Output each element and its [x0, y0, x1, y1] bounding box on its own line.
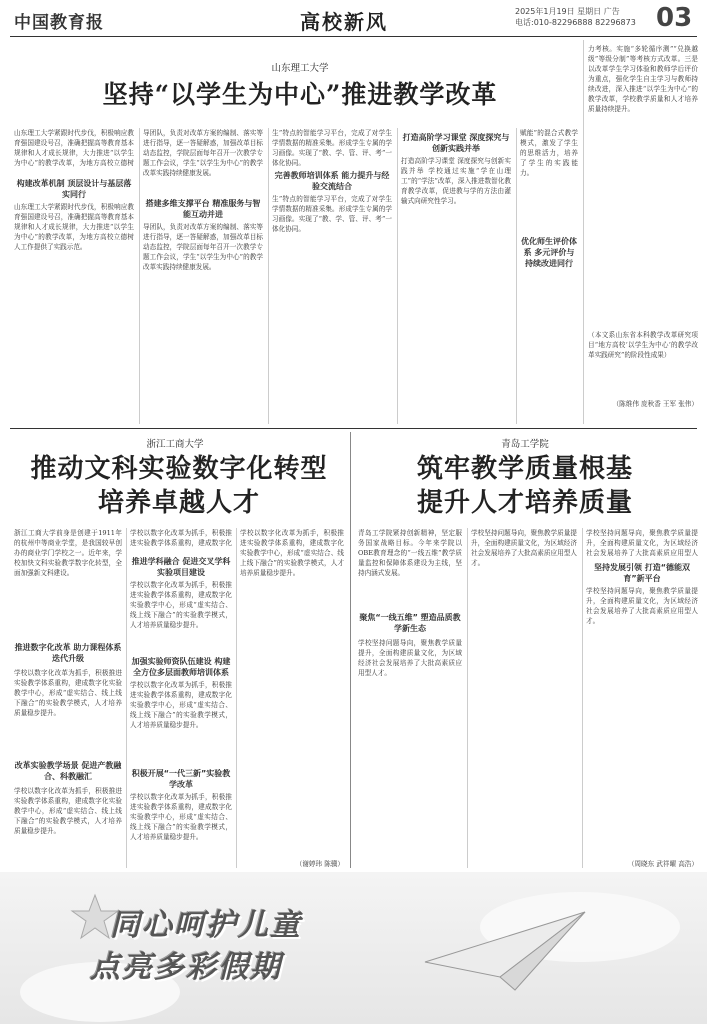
phone-line: 电话:010-82296888 82296873: [515, 18, 636, 27]
left-article-title-line1: 推动文科实验数字化转型: [30, 454, 328, 484]
banner-slogan-line1: 同心呵护儿童: [110, 908, 302, 943]
article-divider: [350, 432, 351, 868]
top-subhead-4: 打造高阶学习课堂 深度探究与创新实践并举: [402, 133, 510, 153]
top-article-right-col: 力考核。实施“多轮循序测”“兑换越级”等级分制”等考核方式改革。三是以改革学生学习体验和教师学后评价为重点，强化学生自主学习与教师持续改进，深入推进“以学生为中心”的教学改革，学校教学质量和人才培养质量持续提升。: [588, 45, 698, 113]
left-subhead-4: 加强实验师资队伍建设 构建全方位多层面教师培训体系: [131, 657, 231, 677]
left-article-body: 学校以数字化改革为抓手，积极推进实验教学体系重构，建成数字化实验教学中心，形成“虚实结合、线上线下融合”的实验教学模式，人才培养质量稳步提升。: [130, 793, 232, 841]
left-subhead-5: 积极开展“一代三新”实验教学改革: [131, 769, 231, 789]
left-article-body: 学校以数字化改革为抓手，积极推进实验教学体系重构，建成数字化: [130, 529, 232, 547]
newspaper-logo: 中国教育报: [14, 13, 104, 33]
left-article-body: 学校以数字化改革为抓手，积极推进实验教学体系重构，建成数字化实验教学中心，形成“虚实结合、线上线下融合”的实验教学模式，人才培养质量稳步提升。: [14, 669, 122, 717]
top-article-col4-body: 打造高阶学习课堂 深度探究与创新实践并举 学校通过实施“学在山理工”的“学法”改革，深入推进数智化教育教学改革，促进教与学的方法由灌输式向研究性学习。: [401, 157, 511, 205]
top-subhead-1: 构建改革机制 顶层设计与基层落实同行: [16, 179, 132, 199]
left-article-byline: （谢婷玮 陈骥）: [295, 860, 344, 868]
issue-date: 2025年1月19日 星期日 广告: [515, 7, 620, 16]
left-subhead-1: 推进数字化改革 助力课程体系迭代升级: [14, 643, 122, 663]
right-subhead-1: 聚焦“一线五维” 塑造品质教学新生态: [359, 613, 461, 633]
masthead: [0, 0, 707, 36]
column-rule: [397, 128, 398, 424]
top-article-col3-body: 生”特点的智能学习平台，完成了对学生学情数据的精准采集。形成学生专属的学习画像。实现了“教、学、管、评、考”一体化协同。: [272, 195, 392, 233]
top-subhead-3: 完善教师培训体系 能力提升与经验交流结合: [274, 171, 390, 191]
banner-slogan-line2: 点亮多彩假期: [90, 950, 282, 985]
top-article-col1-body: 山东理工大学紧跟时代步伐，积极响应教育强国建设号召，准确把握高等教育基本规律和人才成长规律，大力推进“以学生为中心”的教学改革，为地方高校立德树人工作提供了实践示范。: [14, 203, 134, 251]
masthead-rule: [10, 36, 697, 37]
left-article-body: 学校以数字化改革为抓手，积极推进实验教学体系重构，建成数字化实验教学中心，形成“虚实结合、线上线下融合”的实验教学模式，人才培养质量稳步提升。: [14, 787, 122, 835]
top-article-kicker: 山东理工大学: [271, 63, 329, 74]
column-rule: [582, 528, 583, 868]
right-article-title-line2: 提升人才培养质量: [416, 488, 633, 518]
right-article-body: 学校坚持问题导向，聚焦教学质量提升，全面构建质量文化，为区域经济社会发展培养了大批高素质应用型人才。: [358, 639, 462, 677]
top-article-col2-rest: 导团队，负责对改革方案的编制、落实等进行指导，逐一答疑解惑，加强改革目标动态监控，学院层面每年召开一次教学专题工作会议，学生“以学生为中心”的教学改革实践持续健康发展。: [143, 223, 263, 271]
top-article-title: 坚持“以学生为中心”推进教学改革: [102, 80, 498, 109]
left-article-title-line2: 培养卓越人才: [97, 488, 260, 518]
holiday-banner: [0, 872, 707, 1024]
top-article-byline: （陈维伟 庞秋香 王军 张伟）: [612, 400, 698, 408]
column-rule: [467, 528, 468, 868]
left-article-body: 学校以数字化改革为抓手，积极推进实验教学体系重构，建成数字化实验教学中心，形成“虚实结合、线上线下融合”的实验教学模式，人才培养质量稳步提升。: [130, 681, 232, 729]
section-title: 高校新风: [300, 10, 388, 34]
top-article-col1-lead: 山东理工大学紧跟时代步伐，积极响应教育强国建设号召，准确把握高等教育基本规律和人才成长规律，大力推进“以学生为中心”的教学改革，为地方高校立德树: [14, 129, 134, 167]
right-article-title-line1: 筑牢教学质量根基: [416, 454, 633, 484]
top-subhead-2: 搭建多维支撑平台 精准服务与智能互动并进: [145, 199, 261, 219]
right-article-kicker: 青岛工学院: [501, 439, 549, 450]
top-subhead-5: 优化师生评价体系 多元评价与持续改进同行: [521, 237, 577, 268]
paper-plane-icon: [420, 902, 590, 992]
top-article-col5-body: 赋能”的混合式教学模式，激发了学生的思维活力，培养了学生的实践能力。: [520, 129, 578, 177]
section-divider: [10, 428, 697, 429]
page-number: 03: [656, 3, 693, 33]
column-rule: [139, 128, 140, 424]
right-article-body: 学校坚持问题导向，聚焦教学质量提升，全面构建质量文化，为区域经济社会发展培养了大批高素质应用型人才。: [586, 587, 698, 625]
right-article-body: 学校坚持问题导向，聚焦教学质量提升，全面构建质量文化，为区域经济社会发展培养了大批高素质应用型人才。: [471, 529, 577, 567]
dateline: [515, 6, 636, 28]
left-article-kicker: 浙江工商大学: [146, 439, 204, 450]
top-article-footnote: （本文系山东省本科教学改革研究项目“地方高校‘以学生为中心’的教学改革实践研究”的阶段性成果）: [588, 331, 698, 359]
column-rule: [583, 40, 584, 424]
top-article-col2-body: 导团队，负责对改革方案的编制、落实等进行指导，逐一答疑解惑，加强改革目标动态监控，学院层面每年召开一次教学专题工作会议，学生“以学生为中心”的教学改革实践持续健康发展。: [143, 129, 263, 177]
left-article-lead: 浙江工商大学前身是创建于1911年的杭州中等商业学堂，是我国较早创办的商业学门学校之一。近年来，学校加快文科实验教学数字化转型，全面加强新文科建设。: [14, 529, 122, 577]
left-article-body: 学校以数字化改革为抓手，积极推进实验教学体系重构，建成数字化实验教学中心，形成“虚实结合、线上线下融合”的实验教学模式，人才培养质量稳步提升。: [240, 529, 344, 577]
right-article-body: 学校坚持问题导向，聚焦教学质量提升，全面构建质量文化，为区域经济社会发展培养了大批高素质应用型人: [586, 529, 698, 557]
left-subhead-2: 改革实验教学场景 促进产教融合、科教融汇: [14, 761, 122, 781]
right-article-byline: （周晓东 武祥曜 高浩）: [627, 860, 698, 868]
left-article-body: 学校以数字化改革为抓手，积极推进实验教学体系重构，建成数字化实验教学中心，形成“虚实结合、线上线下融合”的实验教学模式，人才培养质量稳步提升。: [130, 581, 232, 629]
left-subhead-3: 推进学科融合 促进交叉学科实验项目建设: [131, 557, 231, 577]
column-rule: [236, 528, 237, 868]
column-rule: [268, 128, 269, 424]
right-article-lead: 青岛工学院紧持创新精神，坚定服务国家战略目标。今年来学院以OBE教育理念的“一线五维”教学质量监控和保障体系建设为主线，坚持内涵式发展。: [358, 529, 462, 577]
top-article-col3-lead: 生”特点的智能学习平台，完成了对学生学情数据的精准采集。形成学生专属的学习画像。实现了“教、学、管、评、考”一体化协同。: [272, 129, 392, 166]
right-subhead-2: 坚持发展引领 打造“德能双育”新平台: [593, 563, 691, 583]
column-rule: [126, 528, 127, 868]
column-rule: [516, 128, 517, 424]
